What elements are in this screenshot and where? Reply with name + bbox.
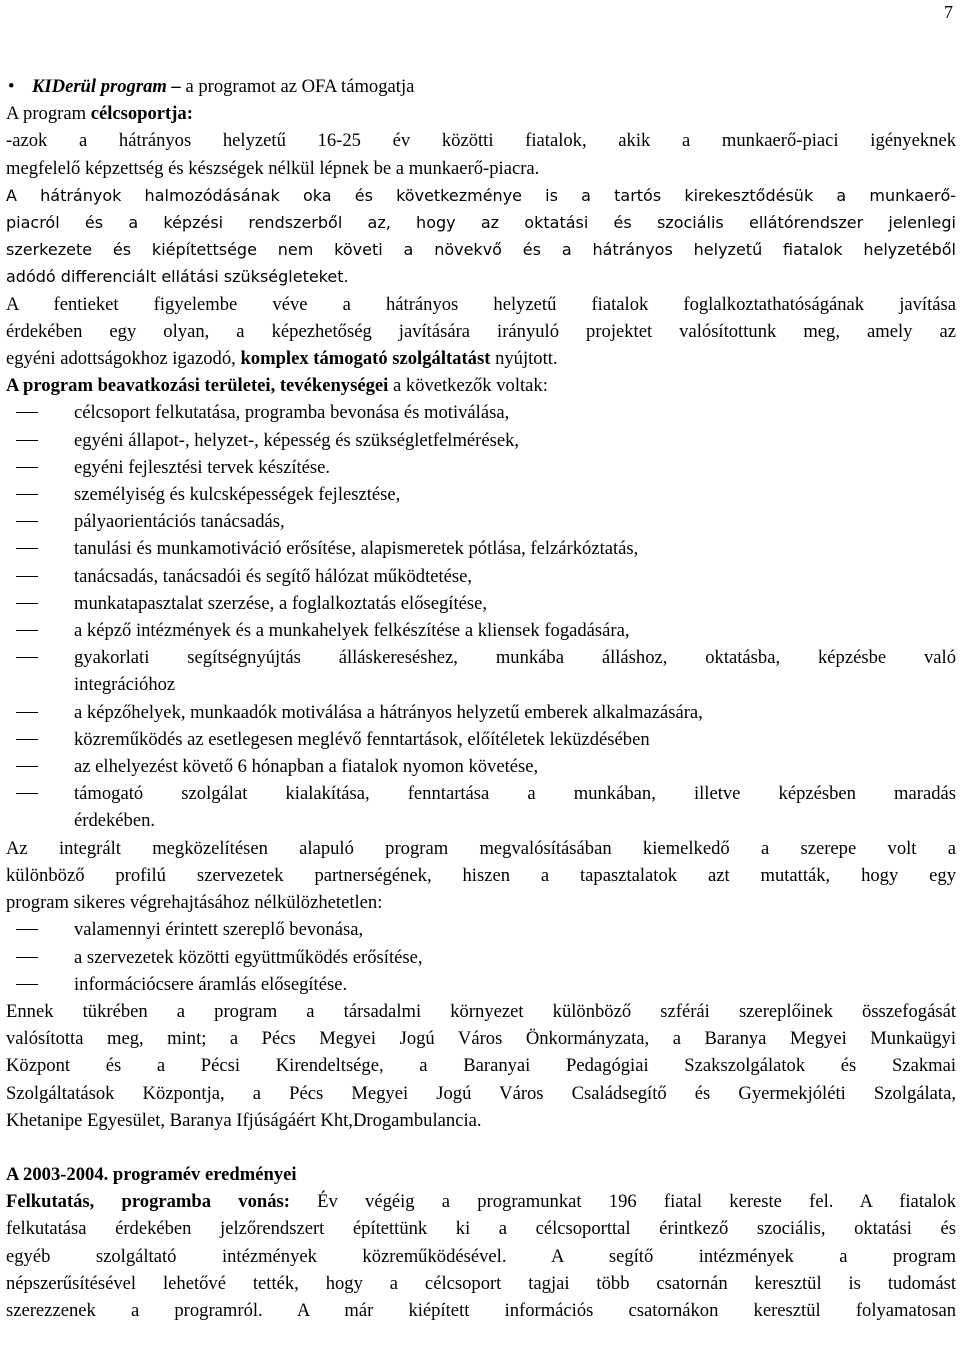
page-content [6,73,956,1324]
list-item-text: tanácsadás, tanácsadói és segítő hálózat működtetése, [74,565,473,587]
dash-bullet-icon [16,984,38,985]
dash-bullet-icon [16,957,38,958]
list-item [6,563,956,590]
text-line: valósította meg, mint; a Pécs Megyei Jogú Város Önkormányzata, a Baranya Megyei Munkaügyi [6,1028,956,1050]
dash-bullet-icon [16,440,38,441]
text-line: A fentieket figyelembe véve a hátrányos helyzetű fiatalok foglalkoztathatóságának javítása [6,293,956,315]
list-item-text: tanulási és munkamotiváció erősítése, alapismeretek pótlása, felzárkóztatás, [74,538,639,560]
dash-bullet-icon [16,576,38,577]
integrated-approach-paragraph [6,835,956,917]
bullet-icon: • [8,76,15,97]
results-lead: Felkutatás, programba vonás: [6,1191,290,1213]
list-item [6,427,956,454]
dash-bullet-icon [16,412,38,413]
dash-bullet-icon [16,739,38,740]
text-line: Központ és a Pécsi Kirendeltsége, a Baranyai Pedagógiai Szakszolgálatok és Szakmai [6,1055,956,1077]
dash-bullet-icon [16,494,38,495]
text-line: egyéni adottságokhoz igazodó, komplex támogató szolgáltatást nyújtott. [6,348,558,370]
text-line: érdekében egy olyan, a képezhetőség javítására irányuló projektet valósítottunk meg, amely az [6,320,956,342]
results-heading: A 2003-2004. programév eredményei [6,1163,297,1185]
list-item [6,699,956,726]
list-item [6,399,956,426]
dash-bullet-icon [16,548,38,549]
disadvantage-paragraph [6,182,956,291]
list-item [6,971,956,998]
list-item-text: célcsoport felkutatása, programba bevonása és motiválása, [74,402,510,424]
list-item [6,726,956,753]
list-item [6,944,956,971]
target-group-label: célcsoportja: [90,103,193,125]
text-line: szerezzenek a programról. A már kiépített információs csatornákon keresztül folyamatosan [6,1299,956,1321]
text-line: népszerűsítésével lehetővé tették, hogy a célcsoport tagjai több csatornán keresztül is tudomást [6,1272,956,1294]
complex-service-paragraph [6,291,956,373]
activities-heading: A program beavatkozási területei, tevékenységei a következők voltak: [6,375,548,397]
requirements-list [6,916,956,998]
list-item [6,753,956,780]
text-line: Szolgáltatások Központja, a Pécs Megyei Jogú Város Családsegítő és Gyermekjóléti Szolgálata, [6,1082,956,1104]
activities-list [6,399,956,834]
program-bullet-heading [6,73,956,100]
list-item-text: a képző intézmények és a munkahelyek felkészítése a kliensek fogadására, [74,620,630,642]
text-line: egyéb szolgáltató intézmények közreműködésével. A segítő intézmények a program [6,1245,956,1267]
text-line: felkutatása érdekében jelzőrendszert építettünk ki a célcsoporttal érintkező szociális, oktatási és [6,1218,956,1240]
dash-bullet-icon [16,630,38,631]
dash-bullet-icon [16,657,38,658]
text-line: megfelelő képzettség és készségek nélkül lépnek be a munkaerő-piacra. [6,157,540,179]
list-item-text: egyéni fejlesztési tervek készítése. [74,456,331,478]
text-line: Khetanipe Egyesület, Baranya Ifjúságáért Kht,Drogambulancia. [6,1109,482,1131]
dash-bullet-icon [16,793,38,794]
partners-paragraph [6,998,956,1134]
list-item-text: gyakorlati segítségnyújtás álláskereséshez, munkába álláshoz, oktatásba, képzésbe való [74,647,956,669]
list-item [6,644,956,698]
program-title: KIDerül program [32,76,167,97]
list-item-text: információcsere áramlás elősegítése. [74,973,348,995]
text-line: program sikeres végrehajtásához nélkülözhetetlen: [6,892,383,914]
list-item-text: közreműködés az esetlegesen meglévő fenntartások, előítéletek leküzdésében [74,728,650,750]
dash-bullet-icon [16,603,38,604]
list-item [6,481,956,508]
dash-bullet-icon [16,766,38,767]
paragraph-gap [6,1134,956,1161]
list-item [6,780,956,834]
list-item [6,535,956,562]
list-item-text: valamennyi érintett szereplő bevonása, [74,919,364,941]
dash-bullet-icon [16,467,38,468]
list-item [6,590,956,617]
program-subtitle: a programot az OFA támogatja [185,76,415,97]
list-item [6,916,956,943]
dash-bullet-icon [16,712,38,713]
title-dash: – [171,76,181,97]
target-group-heading: A program célcsoportja: [6,103,193,125]
text-line: szerkezete és kiépítettsége nem követi a növekvő és a hátrányos helyzetű fiatalok helyzetéből [6,240,956,260]
text-line: Felkutatás, programba vonás: Év végéig a programunkat 196 fiatal kereste fel. A fiatalok [6,1191,956,1213]
complex-service-highlight: komplex támogató szolgáltatást [240,348,491,370]
text-line: Az integrált megközelítésen alapuló program megvalósításában kiemelkedő a szerepe volt a [6,837,956,859]
list-item [6,617,956,644]
list-item-text: érdekében. [74,810,156,832]
list-item-text: integrációhoz [74,674,176,696]
text-line: -azok a hátrányos helyzetű 16-25 év közötti fiatalok, akik a munkaerő-piaci igényeknek [6,130,956,152]
text-line: piacról és a képzési rendszerből az, hogy az oktatási és szociális ellátórendszer jelenlegi [6,213,956,233]
dash-bullet-icon [16,929,38,930]
list-item-text: támogató szolgálat kialakítása, fenntartása a munkában, illetve képzésben maradás [74,783,956,805]
list-item-text: egyéni állapot-, helyzet-, képesség és szükségletfelmérések, [74,429,520,451]
list-item-text: a képzőhelyek, munkaadók motiválása a hátrányos helyzetű emberek alkalmazására, [74,701,703,723]
list-item [6,508,956,535]
page-number: 7 [944,2,953,22]
text-line: Ennek tükrében a program a társadalmi környezet különböző szférái szereplőinek összefogását [6,1000,956,1022]
list-item [6,454,956,481]
list-item-text: az elhelyezést követő 6 hónapban a fiatalok nyomon követése, [74,756,539,778]
list-item-text: munkatapasztalat szerzése, a foglalkoztatás elősegítése, [74,592,488,614]
list-item-text: a szervezetek közötti együttműködés erősítése, [74,946,423,968]
text-line: A hátrányok halmozódásának oka és következménye is a tartós kirekesztődésük a munkaerő- [6,185,956,205]
list-item-text: pályaorientációs tanácsadás, [74,511,285,533]
dash-bullet-icon [16,521,38,522]
text-line: különböző profilú szervezetek partnerségének, hiszen a tapasztalatok azt mutatták, hogy egy [6,864,956,886]
list-item-text: személyiség és kulcsképességek fejlesztése, [74,484,401,506]
text-line: adódó differenciált ellátási szükségleteket. [6,267,349,287]
